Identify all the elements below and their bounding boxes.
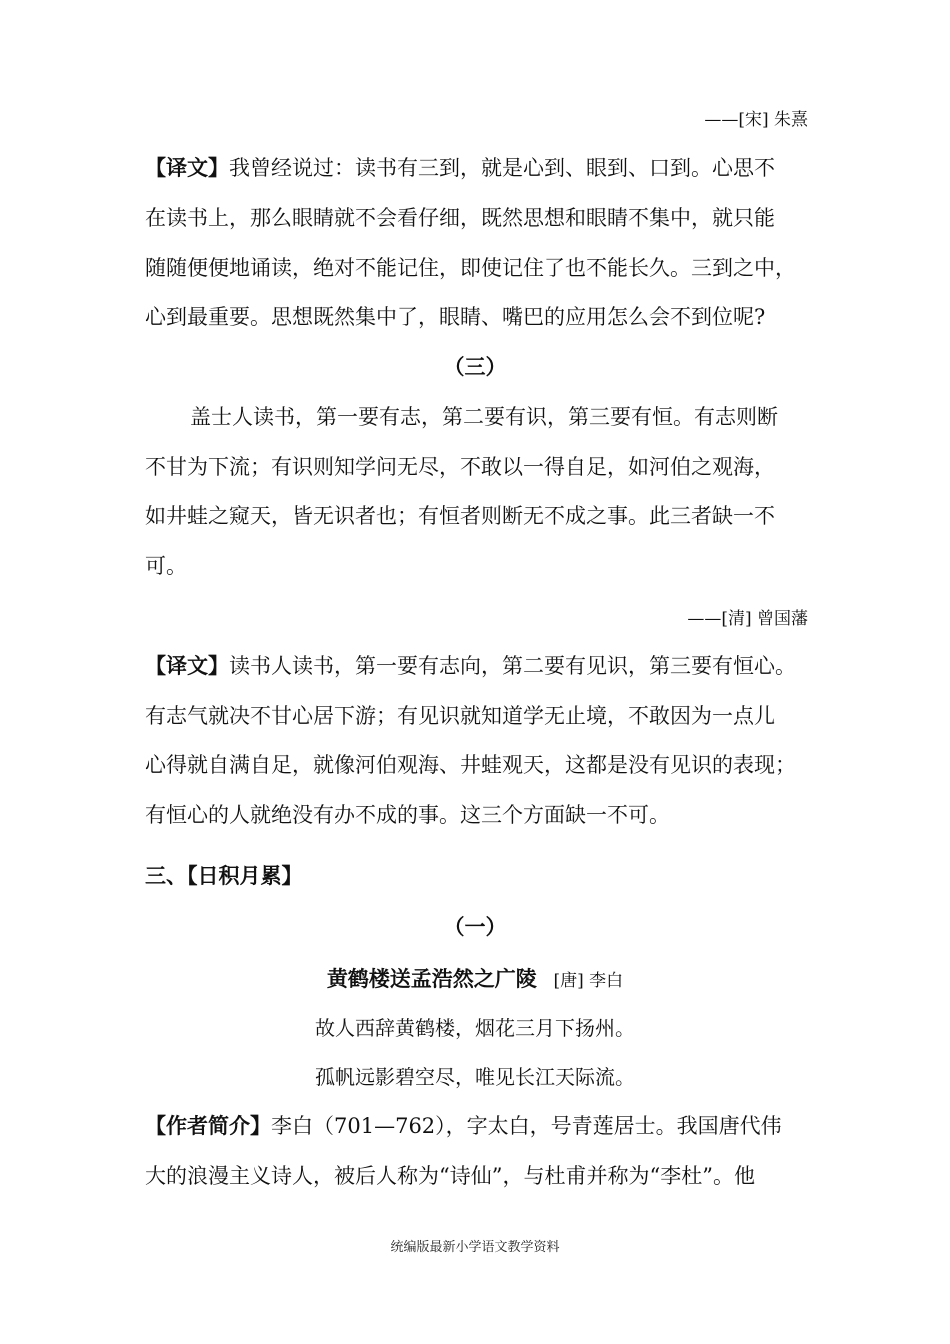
author-intro-line2: 大的浪漫主义诗人，被后人称为“诗仙”，与杜甫并称为“李杜”。他 [145,1164,755,1188]
passage3-line4: 可。 [145,554,187,578]
author-intro-label: 【作者简介】 [145,1113,271,1138]
part3-title: 三、【日积月累】 [145,863,303,888]
translation1-line3: 随随便便地诵读，绝对不能记住，即使记住了也不能长久。三到之中， [145,256,796,280]
author-intro-line1 [145,1111,825,1141]
poem-title: 黄鹤楼送孟浩然之广陵 [326,966,537,991]
passage3-line3: 如井蛙之窥天，皆无识者也；有恒者则断无不成之事。此三者缺一不 [145,504,775,528]
page-footer: 统编版最新小学语文教学资料 [390,1240,560,1255]
poem-line-2: 孤帆远影碧空尽，唯见长江天际流。 [315,1065,635,1089]
translation2-line3: 心得就自满自足，就像河伯观海、井蛙观天，这都是没有见识的表现； [145,753,796,777]
translation2-text1: 读书人读书，第一要有志向，第二要有见识，第三要有恒心。 [229,654,796,678]
poem-author: [唐] 李白 [553,971,624,991]
passage3-line1: 盖士人读书，第一要有志，第二要有识，第三要有恒。有志则断 [190,405,778,429]
attribution-zhu-xi: ——[宋] 朱熹 [704,110,808,130]
poem-title-line [0,964,950,996]
translation1-text1: 我曾经说过：读书有三到，就是心到、眼到、口到。心思不 [229,156,775,180]
poem-line-1: 故人西辞黄鹤楼，烟花三月下扬州。 [315,1016,635,1040]
translation-label: 【译文】 [145,653,229,678]
translation-label: 【译文】 [145,155,229,180]
section-heading-3: （三） [443,354,507,379]
section-heading-1: （一） [443,914,507,939]
translation2-line2: 有志气就决不甘心居下游；有见识就知道学无止境，不敢因为一点儿 [145,704,775,728]
author-intro-text1: 李白（701—762），字太白，号青莲居士。我国唐代伟 [271,1114,782,1138]
translation1-line1 [145,153,825,183]
translation2-line4: 有恒心的人就绝没有办不成的事。这三个方面缺一不可。 [145,803,670,827]
translation1-line4: 心到最重要。思想既然集中了，眼睛、嘴巴的应用怎么会不到位呢? [145,305,766,329]
passage3-line2: 不甘为下流；有识则知学问无尽，不敢以一得自足，如河伯之观海， [145,455,775,479]
translation2-line1 [145,651,825,681]
attribution-zeng-guofan: ——[清] 曾国藩 [687,609,808,629]
translation1-line2: 在读书上，那么眼睛就不会看仔细，既然思想和眼睛不集中，就只能 [145,206,775,230]
